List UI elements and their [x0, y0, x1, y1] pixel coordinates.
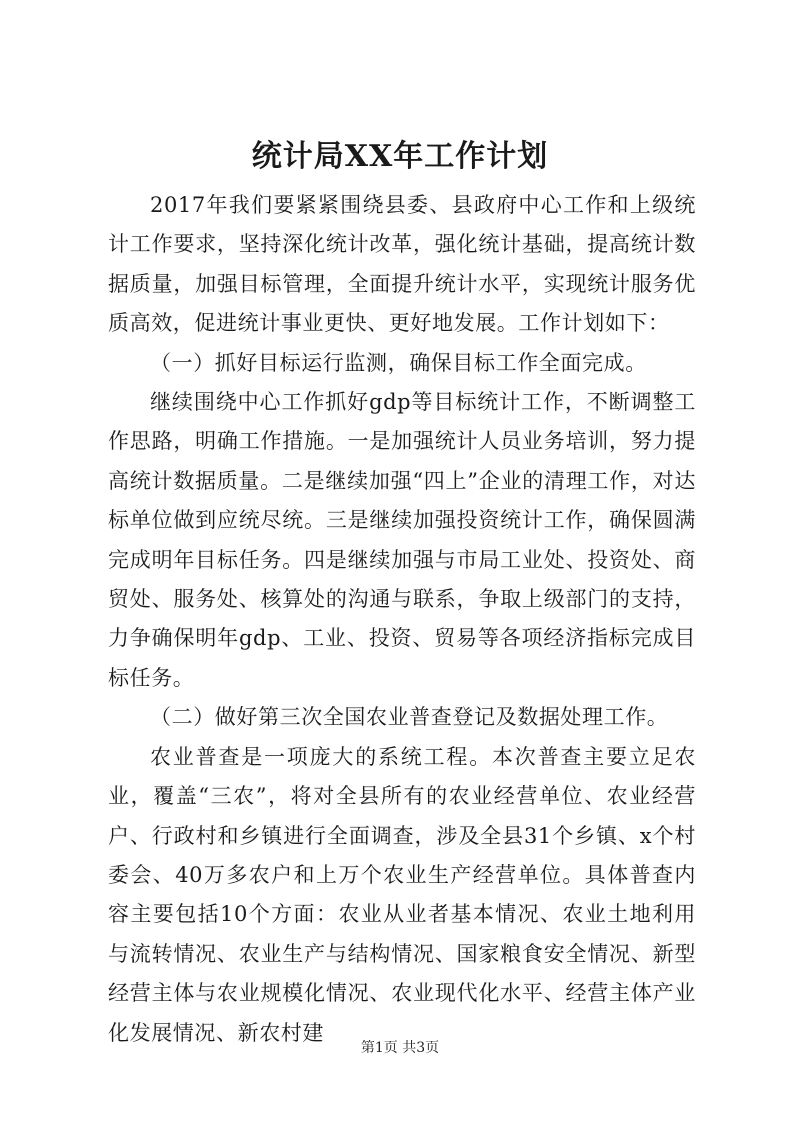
document-title: 统计局XX年工作计划: [251, 139, 549, 174]
section-2-paragraph: 农业普查是一项庞大的系统工程。本次普查主要立足农业，覆盖“三农”，将对全县所有的农业经营单位、农业经营户、行政村和乡镇进行全面调查，涉及全县31个乡镇、x个村委会、40万多农户和上万个农业生产经营单位。具体普查内容主要包括10个方面：农业从业者基本情况、农业土地利用与流转情况、农业生产与结构情况、国家粮食安全情况、新型经营主体与农业规模化情况、农业现代化水平、经营主体产业化发展情况、新农村建: [108, 744, 696, 1045]
section-1-heading: （一）抓好目标运行监测，确保目标工作全面完成。: [150, 350, 647, 375]
section-2-heading: （二）做好第三次全国农业普查登记及数据处理工作。: [150, 705, 669, 730]
intro-paragraph: 2017年我们要紧紧围绕县委、县政府中心工作和上级统计工作要求，坚持深化统计改革，强化统计基础，提高统计数据质量，加强目标管理，全面提升统计水平，实现统计服务优质高效，促进统计事业更快、更好地发展。工作计划如下：: [108, 193, 696, 336]
document-body: [108, 186, 696, 1053]
page-footer: 第1页 共3页: [360, 1040, 440, 1056]
section-1-paragraph: 继续围绕中心工作抓好gdp等目标统计工作，不断调整工作思路，明确工作措施。一是加强统计人员业务培训，努力提高统计数据质量。二是继续加强“四上”企业的清理工作，对达标单位做到应统尽统。三是继续加强投资统计工作，确保圆满完成明年目标任务。四是继续加强与市局工业处、投资处、商贸处、服务处、核算处的沟通与联系，争取上级部门的支持，力争确保明年gdp、工业、投资、贸易等各项经济指标完成目标任务。: [108, 390, 696, 690]
